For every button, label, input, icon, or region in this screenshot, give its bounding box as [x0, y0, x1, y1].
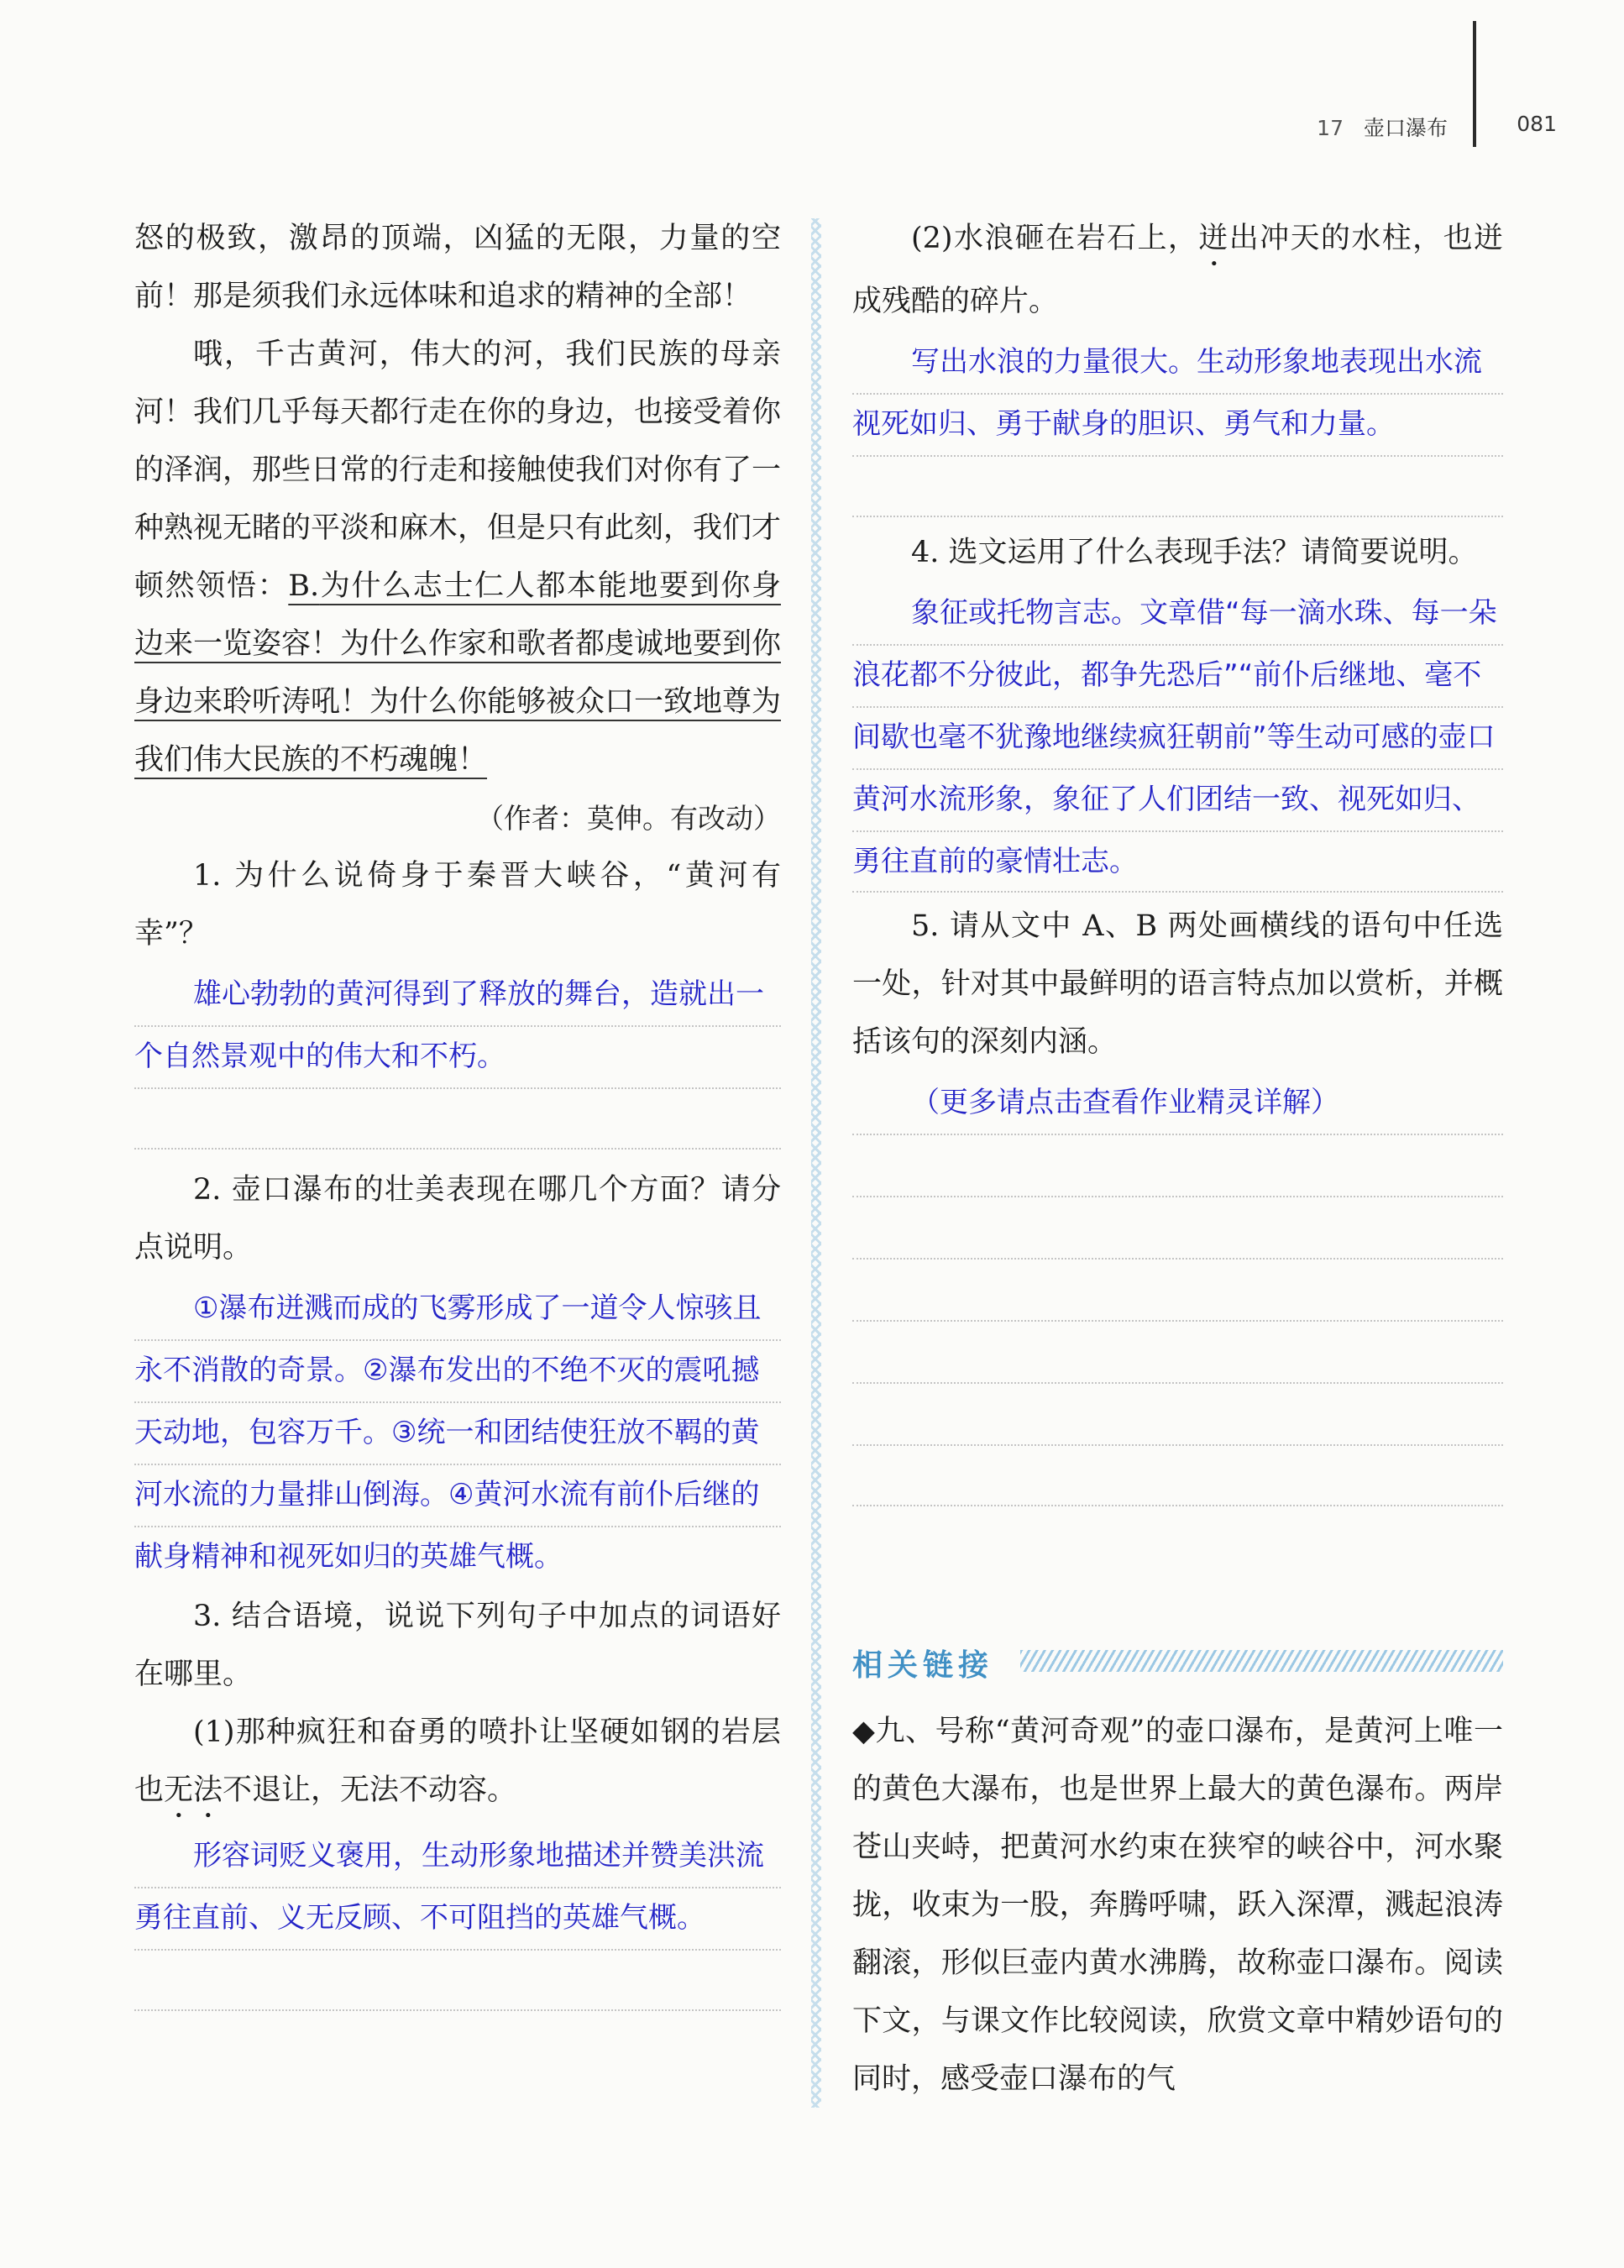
column-divider	[806, 218, 826, 2108]
left-column	[134, 210, 781, 2011]
lesson-title: 壶口瀑布	[1363, 116, 1448, 140]
answer-1: 雄心勃勃的黄河得到了释放的舞台，造就出一个自然景观中的伟大和不朽。	[134, 977, 764, 1073]
answer-3-1: 形容词贬义褒用，生动形象地描述并赞美洪流勇往直前、义无反顾、不可阻挡的英雄气概。	[134, 1839, 764, 1935]
answer-1-area	[134, 963, 781, 1150]
answer-3-2-area	[852, 331, 1503, 517]
question-3-2-text: (2)水浪砸在岩石上，	[911, 222, 1199, 255]
question-3-1-text: (1)那种疯狂和奋勇的喷扑让坚硬如钢的岩层也	[134, 1715, 781, 1807]
question-3: 3. 结合语境，说说下列句子中加点的词语好在哪里。	[134, 1600, 781, 1691]
passage-paragraph-2	[134, 326, 781, 789]
question-3-2	[852, 210, 1503, 331]
sentence-b: 为什么志士仁人都本能地要到你身边来一览姿容！为什么作家和歌者都虔诚地要到你身边来聆听涛吼！为什么你能够被众口一致地尊为我们伟大民族的不朽魂魄！	[134, 569, 782, 777]
lesson-number: 17	[1317, 116, 1344, 140]
dotted-word-2: 迸	[1198, 222, 1229, 255]
right-column	[852, 210, 1503, 1506]
question-3-1-rest: 不退让，无法不动容。	[223, 1773, 517, 1807]
question-2: 2. 壶口瀑布的壮美表现在哪几个方面？请分点说明。	[134, 1173, 781, 1265]
heading-stripes	[1020, 1650, 1503, 1672]
question-4: 4. 选文运用了什么表现手法？请简要说明。	[911, 536, 1478, 569]
answer-4: 象征或托物言志。文章借“每一滴水珠、每一朵浪花都不分彼此，都争先恐后”“前仆后继地、毫不间歇也毫不犹豫地继续疯狂朝前”等生动可感的壶口黄河水流形象，象征了人们团结一致、视死如归、勇往直前的豪情壮志。	[852, 596, 1497, 878]
question-1: 1. 为什么说倚身于秦晋大峡谷，“黄河有幸”？	[134, 859, 781, 951]
related-links-text: ◆九、号称“黄河奇观”的壶口瀑布，是黄河上唯一的黄色大瀑布，也是世界上最大的黄色瀑布。两岸苍山夹峙，把黄河水约束在狭窄的峡谷中，河水聚拢，收束为一股，奔腾呼啸，跃入深潭，溅起浪涛翻滚，形似巨壶内黄水沸腾，故称壶口瀑布。阅读下文，与课文作比较阅读，欣赏文章中精妙语句的同时，感受壶口瀑布的气	[852, 1715, 1503, 2096]
answer-3-2: 写出水浪的力量很大。生动形象地表现出水流视死如归、勇于献身的胆识、勇气和力量。	[852, 345, 1482, 441]
page-header	[1238, 105, 1557, 147]
question-3-2-rest: 出冲天的水柱，也迸成残酷的碎片。	[852, 222, 1503, 318]
related-links-heading	[852, 1642, 1503, 1683]
related-links-title: 相关链接	[852, 1642, 1002, 1684]
question-5: 5. 请从文中 A、B 两处画横线的语句中任选一处，针对其中最鲜明的语言特点加以赏析，并概括该句的深刻内涵。	[852, 909, 1503, 1059]
lesson-label	[1317, 112, 1448, 142]
answer-4-area	[852, 582, 1503, 893]
passage-paragraph-2-text: 哦，千古黄河，伟大的河，我们民族的母亲河！我们几乎每天都行走在你的身边，也接受着你的泽润，那些日常的行走和接触使我们对你有了一种熟视无睹的平淡和麻木，但是只有此刻，我们才顿然领悟：	[134, 338, 782, 603]
page-number: 081	[1517, 112, 1557, 136]
author-credit: （作者：莫伸。有改动）	[476, 802, 781, 835]
dotted-word-1: 无法	[164, 1773, 223, 1807]
question-3-1	[134, 1704, 781, 1825]
sentence-b-marker: B.	[288, 569, 320, 603]
related-links-body	[852, 1703, 1503, 2108]
answer-3-1-area	[134, 1825, 781, 2011]
header-divider-bar	[1473, 21, 1476, 147]
answer-2: ①瀑布迸溅而成的飞雾形成了一道令人惊骇且永不消散的奇景。②瀑布发出的不绝不灭的震吼撼天动地，包容万千。③统一和团结使狂放不羁的黄河水流的力量排山倒海。④黄河水流有前仆后继的献身精神和视死如归的英雄气概。	[134, 1291, 762, 1574]
answer-5-area	[852, 1071, 1503, 1506]
answer-2-area	[134, 1277, 781, 1588]
passage-paragraph-1: 怒的极致，激昂的顶端，凶猛的无限，力量的空前！那是须我们永远体味和追求的精神的全部！	[134, 222, 781, 313]
answer-5-link[interactable]: （更多请点击查看作业精灵详解）	[911, 1086, 1339, 1119]
